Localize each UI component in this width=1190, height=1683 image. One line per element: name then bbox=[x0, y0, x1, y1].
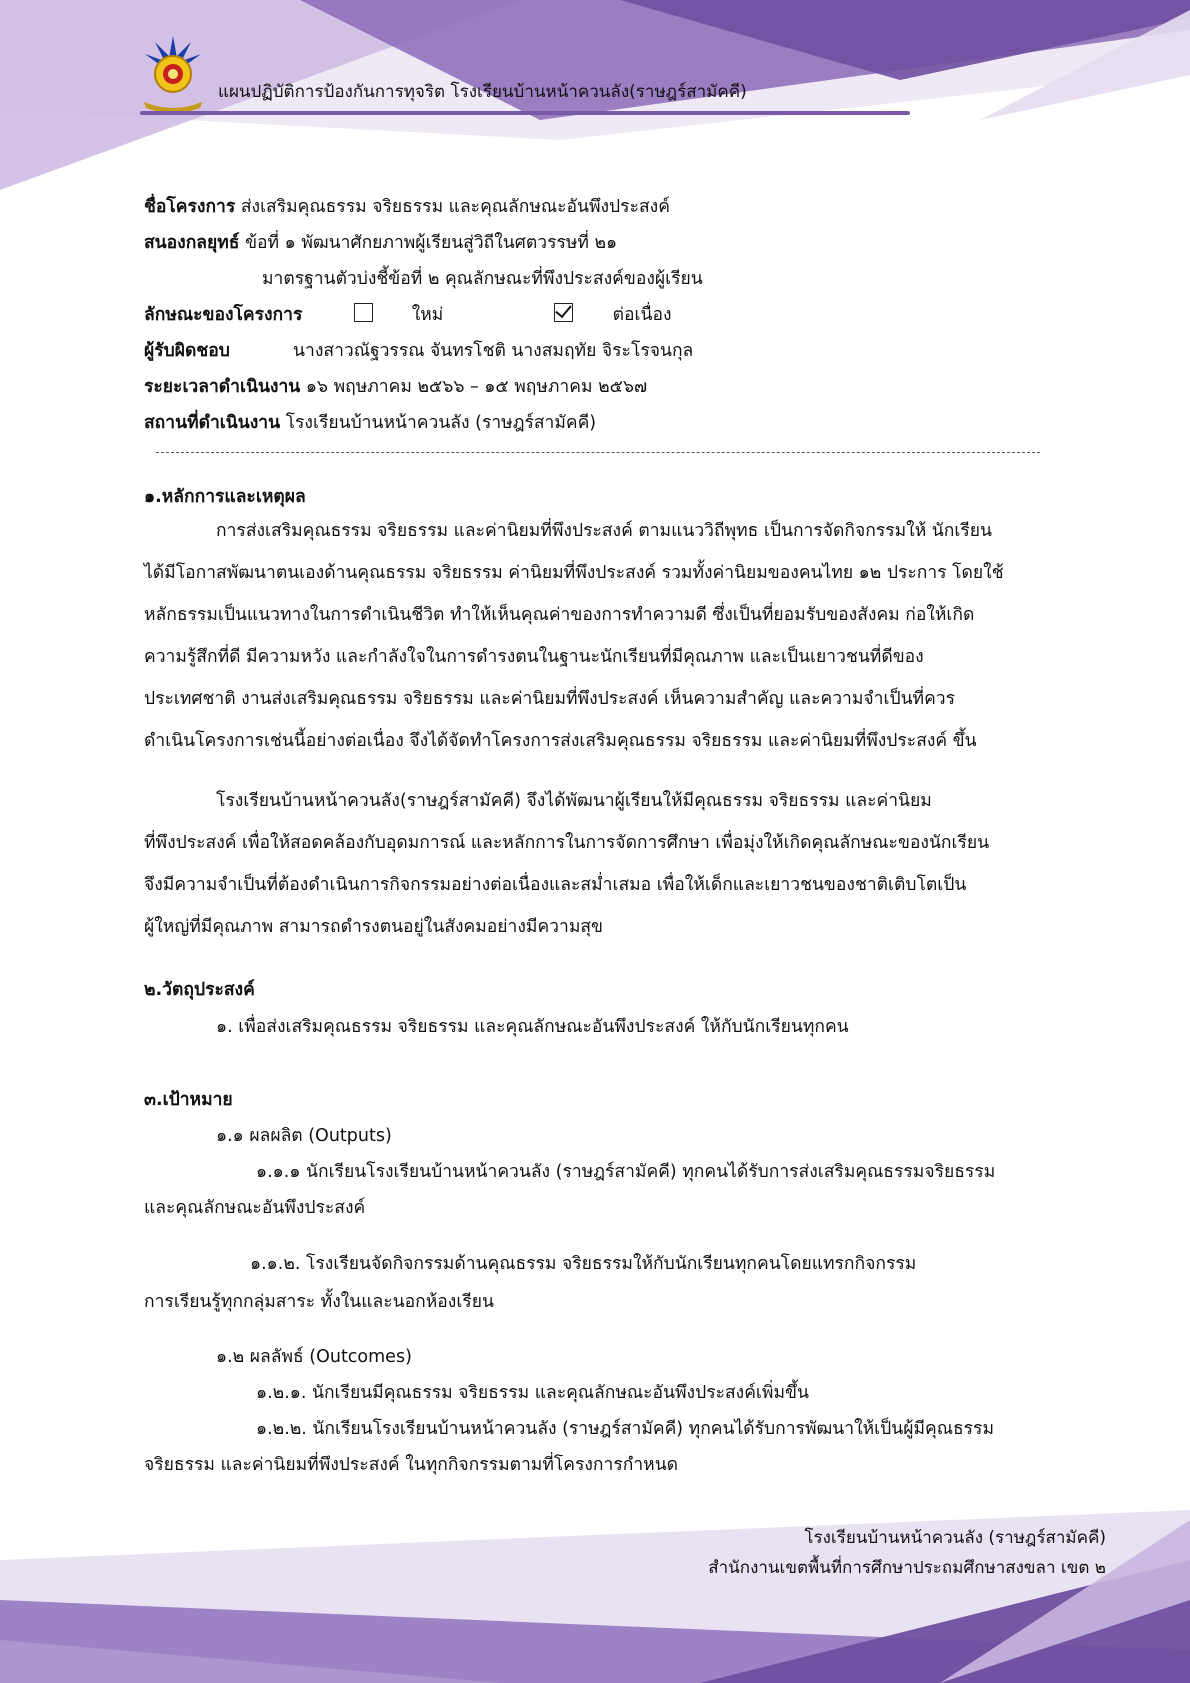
standard-value: มาตรฐานตัวบ่งชี้ข้อที่ ๒ คุณลักษณะที่พึงประสงค์ของผู้เรียน bbox=[262, 269, 703, 289]
outcome-2-line1: ๑.๒.๒. นักเรียนโรงเรียนบ้านหน้าควนลัง (ราษฎร์สามัคคี) ทุกคนได้รับการพัฒนาให้เป็นผู้มีคุณธรรม bbox=[256, 1419, 994, 1439]
section1-paragraph2 bbox=[144, 780, 1104, 948]
paragraph-line: การส่งเสริมคุณธรรม จริยธรรม และค่านิยมที่พึงประสงค์ ตามแนววิถีพุทธ เป็นการจัดกิจกรรมให้ นักเรียน bbox=[216, 521, 992, 541]
section3-heading: ๓.เป้าหมาย bbox=[144, 1090, 233, 1110]
paragraph-line: ความรู้สึกที่ดี มีความหวัง และกำลังใจในการดำรงตนในฐานะนักเรียนที่มีคุณภาพ และเป็นเยาวชนที่ดีของ bbox=[144, 647, 924, 667]
period-row bbox=[144, 372, 647, 400]
footer-office-name: สำนักงานเขตพื้นที่การศึกษาประถมศึกษาสงขลา เขต ๒ bbox=[708, 1558, 1106, 1578]
objective-item-1: ๑. เพื่อส่งเสริมคุณธรรม จริยธรรม และคุณลักษณะอันพึงประสงค์ ให้กับนักเรียนทุกคน bbox=[216, 1017, 849, 1037]
page-header bbox=[140, 30, 920, 120]
period-label: ระยะเวลาดำเนินงาน bbox=[144, 377, 301, 397]
owner-label: ผู้รับผิดชอบ bbox=[144, 341, 230, 361]
new-project-label: ใหม่ bbox=[411, 305, 444, 325]
output-1-line1: ๑.๑.๑ นักเรียนโรงเรียนบ้านหน้าควนลัง (ราษฎร์สามัคคี) ทุกคนได้รับการส่งเสริมคุณธรรมจริยธรรม bbox=[256, 1162, 996, 1182]
project-name-label: ชื่อโครงการ bbox=[144, 197, 236, 217]
outcome-2-line2: จริยธรรม และค่านิยมที่พึงประสงค์ ในทุกกิจกรรมตามที่โครงการกำหนด bbox=[144, 1455, 679, 1475]
strategy-label: สนองกลยุทธ์ bbox=[144, 233, 240, 253]
section2-heading: ๒.วัตถุประสงค์ bbox=[144, 980, 255, 1000]
project-name-value: ส่งเสริมคุณธรรม จริยธรรม และคุณลักษณะอันพึงประสงค์ bbox=[240, 197, 670, 217]
new-project-checkbox[interactable] bbox=[354, 303, 373, 322]
standard-row bbox=[262, 264, 703, 292]
owner-value: นางสาวณัฐวรรณ จันทรโชติ นางสมฤทัย จิระโรจนกุล bbox=[293, 341, 694, 361]
output-2-line2: การเรียนรู้ทุกกลุ่มสาระ ทั้งในและนอกห้องเรียน bbox=[144, 1292, 494, 1312]
strategy-value: ข้อที่ ๑ พัฒนาศักยภาพผู้เรียนสู่วิถีในศตวรรษที่ ๒๑ bbox=[245, 233, 618, 253]
place-value: โรงเรียนบ้านหน้าควนลัง (ราษฎร์สามัคคี) bbox=[285, 413, 597, 433]
paragraph-line: ผู้ใหญ่ที่มีคุณภาพ สามารถดำรงตนอยู่ในสังคมอย่างมีความสุข bbox=[144, 917, 603, 937]
paragraph-line: หลักธรรมเป็นแนวทางในการดำเนินชีวิต ทำให้เห็นคุณค่าของการทำความดี ซึ่งเป็นที่ยอมรับของสังคม ก่อให้เกิด bbox=[144, 605, 975, 625]
project-type-row bbox=[144, 300, 672, 328]
outputs-heading: ๑.๑ ผลผลิต (Outputs) bbox=[216, 1126, 392, 1146]
section-divider bbox=[156, 452, 1040, 453]
place-row bbox=[144, 408, 596, 436]
place-label: สถานที่ดำเนินงาน bbox=[144, 413, 281, 433]
header-rule bbox=[140, 111, 910, 115]
strategy-row bbox=[144, 228, 617, 256]
paragraph-line: ดำเนินโครงการเช่นนี้อย่างต่อเนื่อง จึงได้จัดทำโครงการส่งเสริมคุณธรรม จริยธรรม และค่านิยมที่พึงประสงค์ ขึ้น bbox=[144, 731, 977, 751]
header-title: แผนปฏิบัติการป้องกันการทุจริต โรงเรียนบ้านหน้าควนลัง(ราษฎร์สามัคคี) bbox=[218, 82, 747, 102]
outcomes-heading: ๑.๒ ผลลัพธ์ (Outcomes) bbox=[216, 1347, 412, 1367]
paragraph-line: ประเทศชาติ งานส่งเสริมคุณธรรม จริยธรรม และค่านิยมที่พึงประสงค์ เห็นความสำคัญ และความจำเป็นที่ควร bbox=[144, 689, 955, 709]
paragraph-line: ได้มีโอกาสพัฒนาตนเองด้านคุณธรรม จริยธรรม ค่านิยมที่พึงประสงค์ รวมทั้งค่านิยมของคนไทย ๑๒ ประการ โดยใช้ bbox=[144, 563, 1004, 583]
outcome-1-line1: ๑.๒.๑. นักเรียนมีคุณธรรม จริยธรรม และคุณลักษณะอันพึงประสงค์เพิ่มขึ้น bbox=[256, 1383, 809, 1403]
project-type-label: ลักษณะของโครงการ bbox=[144, 305, 303, 325]
section1-heading: ๑.หลักการและเหตุผล bbox=[144, 487, 306, 507]
paragraph-line: โรงเรียนบ้านหน้าควนลัง(ราษฎร์สามัคคี) จึงได้พัฒนาผู้เรียนให้มีคุณธรรม จริยธรรม และค่านิยม bbox=[216, 791, 932, 811]
school-seal-logo bbox=[140, 32, 206, 112]
page-footer bbox=[708, 1523, 1106, 1583]
footer-school-name: โรงเรียนบ้านหน้าควนลัง (ราษฎร์สามัคคี) bbox=[804, 1528, 1106, 1548]
project-name-row bbox=[144, 192, 670, 220]
paragraph-line: จึงมีความจำเป็นที่ต้องดำเนินการกิจกรรมอย่างต่อเนื่องและสม่ำเสมอ เพื่อให้เด็กและเยาวชนของชาติเติบโตเป็น bbox=[144, 875, 967, 895]
paragraph-line: ที่พึงประสงค์ เพื่อให้สอดคล้องกับอุดมการณ์ และหลักการในการจัดการศึกษา เพื่อมุ่งให้เกิดคุณลักษณะของนักเรียน bbox=[144, 833, 990, 853]
continuing-project-checkbox[interactable] bbox=[554, 303, 573, 322]
continuing-project-label: ต่อเนื่อง bbox=[612, 305, 672, 325]
owner-row bbox=[144, 336, 693, 364]
output-2-line1: ๑.๑.๒. โรงเรียนจัดกิจกรรมด้านคุณธรรม จริยธรรมให้กับนักเรียนทุกคนโดยแทรกกิจกรรม bbox=[250, 1254, 917, 1274]
output-1-line2: และคุณลักษณะอันพึงประสงค์ bbox=[144, 1198, 366, 1218]
section1-paragraph1 bbox=[144, 510, 1104, 762]
period-value: ๑๖ พฤษภาคม ๒๕๖๖ – ๑๕ พฤษภาคม ๒๕๖๗ bbox=[305, 377, 648, 397]
